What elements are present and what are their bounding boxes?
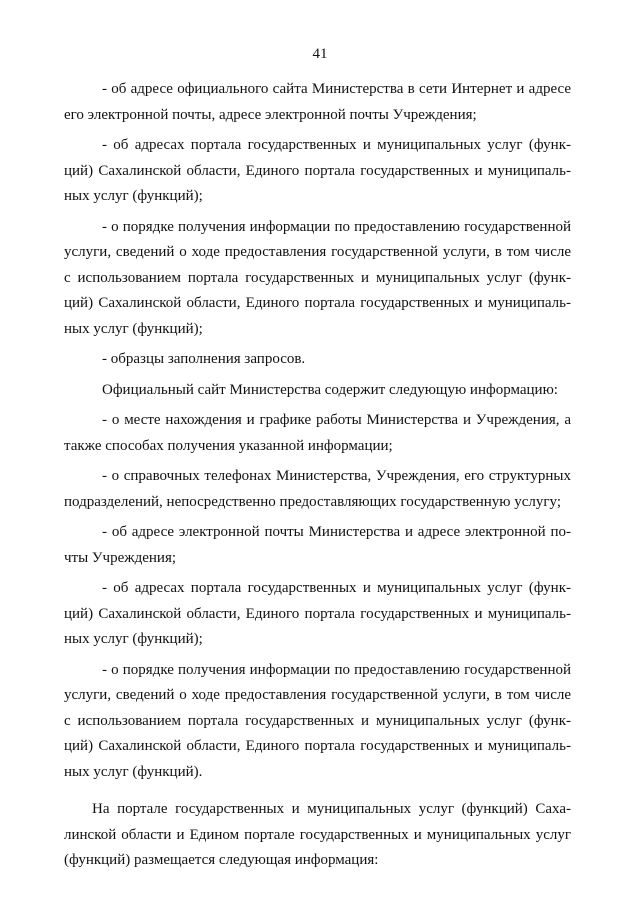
page-number: 41 [312, 46, 328, 62]
paragraph-portal-addresses-2: - об адресах портала государственных и муниципальных услуг (функций) Сахалинской области, Единого портала государственных и муниципальных услуг (функций); [64, 580, 571, 647]
paragraph-website-contents-intro: Официальный сайт Министерства содержит следующую информацию: [102, 381, 558, 398]
paragraph-request-samples: - образцы заполнения запросов. [102, 351, 306, 367]
body-text [64, 77, 571, 879]
paragraph-information-procedure: - о порядке получения информации по предоставлению государственной услуги, сведений о ходе предоставления государственной услуги, в том числе с использованием портала государственных и муниципальных услуг (функций) Сахалинской области, Единого портала государственных и муниципальных услуг (функций); [64, 218, 571, 337]
paragraph-ministry-website-address: - об адресе официального сайта Министерства в сети Интернет и адресе его электронной почты, адресе электронной почты Учреждения; [64, 81, 571, 123]
paragraph-information-procedure-2: - о порядке получения информации по предоставлению государственной услуги, сведений о ходе предоставления государственной услуги, в том числе с использованием портала государственных и муниципальных услуг (функций) Сахалинской области, Единого портала государственных и муниципальных услуг (функций). [64, 661, 571, 780]
paragraph-reference-phones: - о справочных телефонах Министерства, Учреждения, его структурных подразделений, непосредственно предоставляющих государственную услугу; [64, 468, 571, 510]
paragraph-email-addresses: - об адресе электронной почты Министерства и адресе электронной почты Учреждения; [64, 524, 571, 566]
paragraph-location-and-schedule: - о месте нахождения и графике работы Министерства и Учреждения, а также способах получения указанной информации; [64, 412, 571, 454]
paragraph-portal-addresses: - об адресах портала государственных и муниципальных услуг (функций) Сахалинской области, Единого портала государственных и муниципальных услуг (функций); [64, 137, 571, 204]
paragraph-portal-information-intro: На портале государственных и муниципальных услуг (функций) Сахалинской области и Едином портале государственных и муниципальных услуг (функций) размещается следующая информация: [64, 801, 571, 868]
